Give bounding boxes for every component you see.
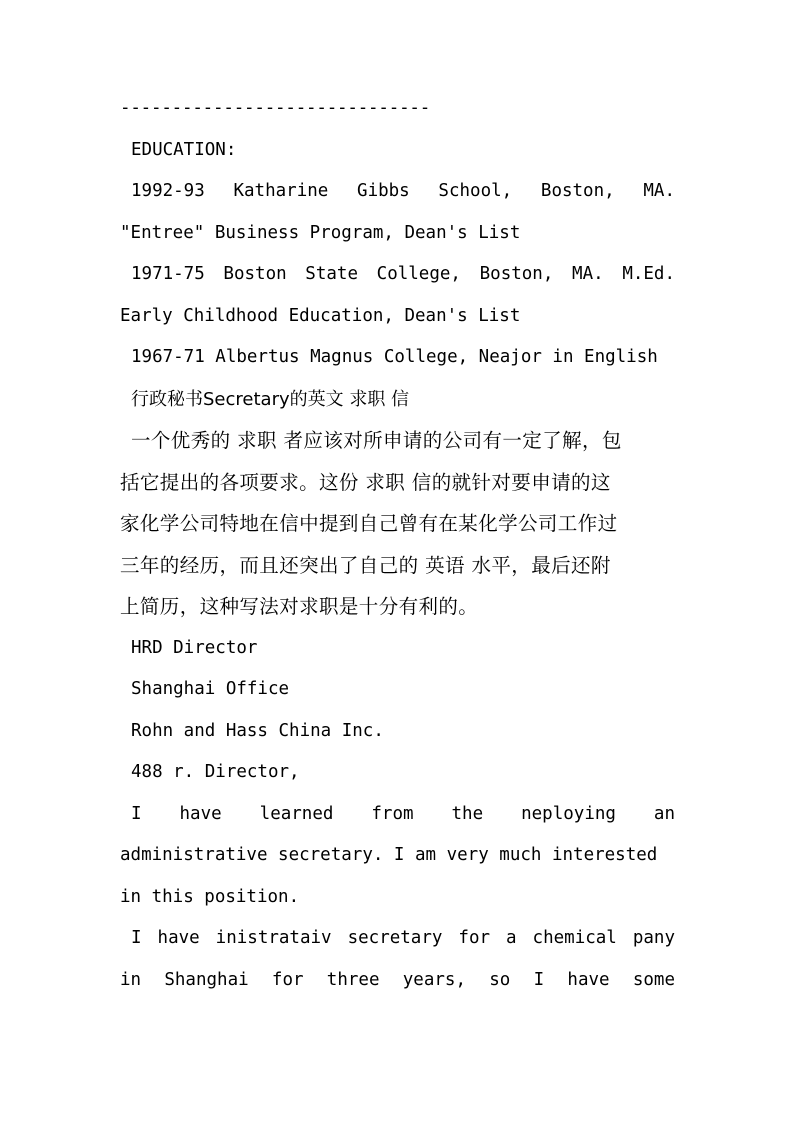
document-body	[120, 88, 675, 1001]
separator-line: ------------------------------	[120, 98, 431, 118]
education-entry-1967: 1967-71 Albertus Magnus College, Neajor in English	[131, 347, 658, 367]
letter-paragraph-1-line-3: in this position.	[120, 886, 300, 907]
letter-paragraph-2-line-1: I have inistrataiv secretary for a chemical pany	[131, 928, 675, 948]
letter-paragraph-2-line-2: in Shanghai for three years, so I have some	[120, 969, 675, 990]
education-entry-1992: 1992-93 Katharine Gibbs School, Boston, MA.	[131, 181, 675, 201]
intro-paragraph-line-3: 家化学公司特地在信中提到自己曾有在某化学公司工作过	[120, 512, 618, 535]
intro-paragraph-line-1: 一个优秀的 求职 者应该对所申请的公司有一定了解，包	[131, 429, 622, 452]
education-entry-1971-detail: Early Childhood Education, Dean's List	[120, 305, 521, 326]
recipient-company: Rohn and Hass China Inc.	[131, 720, 384, 741]
article-title: 行政秘书Secretary的英文 求职 信	[131, 388, 410, 410]
education-entry-1992-detail: "Entree" Business Program, Dean's List	[120, 222, 521, 243]
letter-paragraph-1-line-2: administrative secretary. I am very much interested	[120, 845, 658, 865]
intro-paragraph-line-4: 三年的经历，而且还突出了自己的 英语 水平，最后还附	[120, 553, 611, 577]
section-heading-education: EDUCATION:	[131, 139, 237, 160]
recipient-title: HRD Director	[131, 637, 258, 658]
recipient-office: Shanghai Office	[131, 679, 290, 699]
intro-paragraph-line-5: 上简历，这种写法对求职是十分有利的。	[120, 595, 479, 618]
intro-paragraph-line-2: 括它提出的各项要求。这份 求职 信的就针对要申请的这	[120, 470, 611, 494]
letter-paragraph-1-line-1: I have learned from the neploying an	[131, 803, 675, 824]
salutation: 488 r. Director,	[131, 762, 300, 782]
education-entry-1971: 1971-75 Boston State College, Boston, MA. M.Ed.	[131, 264, 675, 284]
